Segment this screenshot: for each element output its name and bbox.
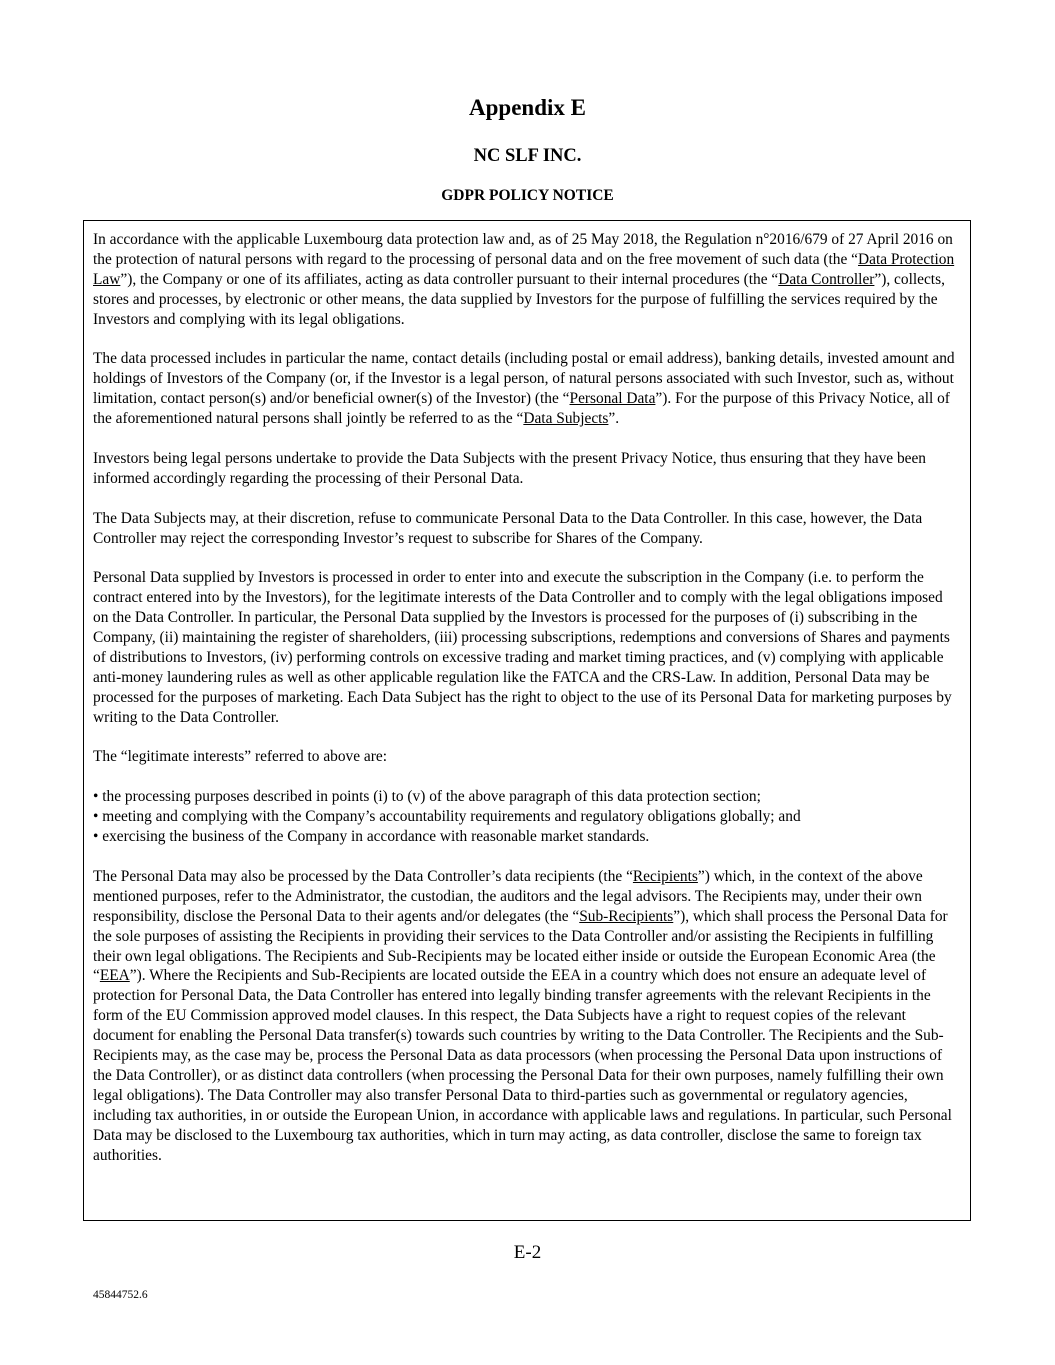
defined-term-recipients: Recipients [632,867,698,885]
list-item: • the processing purposes described in points (i) to (v) of the above paragraph of this data protection section; [93,788,761,806]
page-number: E-2 [513,1242,542,1263]
paragraph-legal-persons: Investors being legal persons undertake to provide the Data Subjects with the present Privacy Notice, thus ensuring that they have been informed accordingly regarding the processing of their Personal Data. [93,449,927,487]
defined-term-data-subjects: Data Subjects [523,410,609,428]
notice-title: GDPR POLICY NOTICE [441,187,614,204]
paragraph-refusal: The Data Subjects may, at their discretion, refuse to communicate Personal Data to the Data Controller. In this case, however, the Data Controller may reject the corresponding Investor’s request to subscribe for Shares of the Company. [93,509,923,547]
list-item: • exercising the business of the Company in accordance with reasonable market standards. [93,828,650,846]
paragraph-personal-data: The data processed includes in particular the name, contact details (including postal or email address), banking details, invested amount and holdings of Investors of the Company (or, if the Investor is a legal person, of natural persons associated with such Investor, such as, without limitation, contact person(s) and/or beneficial owner(s) of the Investor) (the “Personal Data”). For the purpose of this Privacy Notice, all of the aforementioned natural persons shall jointly be referred to as the “Data Subjects”. [93,350,955,428]
paragraph-legitimate-interests: The “legitimate interests” referred to above are: [93,748,387,766]
paragraph-data-protection-law: In accordance with the applicable Luxembourg data protection law and, as of 25 May 2018, the Regulation n°2016/679 of 27 April 2016 on the protection of natural persons with regard to the processing of personal data and on the free movement of such data (the “Data Protection Law”), the Company or one of its affiliates, acting as data controller pursuant to their internal procedures (the “Data Controller”), collects, stores and processes, by electronic or other means, the data supplied by Investors for the purpose of fulfilling the services required by the Investors and complying with its legal obligations. [93,231,955,328]
defined-term-sub-recipients: Sub-Recipients [579,907,674,925]
document-id: 45844752.6 [93,1289,148,1301]
defined-term-eea: EEA [99,967,130,985]
defined-term-data-controller: Data Controller [778,270,875,288]
page-title: Appendix E [469,95,586,120]
paragraph-processing-purposes: Personal Data supplied by Investors is processed in order to enter into and execute the subscription in the Company (i.e. to perform the contract entered into by the Investors), for the legitimate interests of the Data Controller and to comply with the legal obligations imposed on the Data Controller. In particular, the Personal Data supplied by the Investors is processed for the purposes of (i) subscribing in the Company, (ii) maintaining the register of shareholders, (iii) processing subscriptions, redemptions and conversions of Shares and payments of distributions to Investors, (iv) performing controls on excessive trading and market timing practices, and (v) complying with applicable anti-money laundering rules as well as other applicable regulation like the FATCA and the CRS-Law. In addition, Personal Data may be processed for the purposes of marketing. Each Data Subject has the right to object to the use of its Personal Data for marketing purposes by writing to the Data Controller. [93,569,952,726]
defined-term-personal-data: Personal Data [569,390,656,408]
gdpr-notice-box [83,220,971,1221]
paragraph-recipients: The Personal Data may also be processed by the Data Controller’s data recipients (the “Recipients”) which, in the context of the above mentioned purposes, refer to the Administrator, the custodian, the auditors and the legal advisors. The Recipients may, under their own responsibility, disclose the Personal Data to their agents and/or delegates (the “Sub-Recipients”), which shall process the Personal Data for the sole purposes of assisting the Recipients in providing their services to the Data Controller and/or assisting the Recipients in fulfilling their own legal obligations. The Recipients and Sub-Recipients may be located either inside or outside the European Economic Area (the “EEA”). Where the Recipients and Sub-Recipients are located outside the EEA in a country which does not ensure an adequate level of protection for Personal Data, the Data Controller has entered into legally binding transfer agreements with the relevant Recipients in the form of the EU Commission approved model clauses. In this respect, the Data Subjects have a right to request copies of the relevant document for enabling the Personal Data transfer(s) towards such countries by writing to the Data Controller. The Recipients and the Sub-Recipients may, as the case may be, process the Personal Data as data processors (when processing the Personal Data upon instructions of the Data Controller), or as distinct data controllers (when processing the Personal Data for their own purposes, namely fulfilling their own legal obligations). The Data Controller may also transfer Personal Data to third-parties such as governmental or regulatory agencies, including tax authorities, in or outside the European Union, in accordance with applicable laws and regulations. In particular, such Personal Data may be disclosed to the Luxembourg tax authorities, which in turn may acting, as data controller, disclose the same to foreign tax authorities. [93,867,952,1164]
list-item: • meeting and complying with the Company’s accountability requirements and regulatory obligations globally; and [93,808,801,826]
company-name: NC SLF INC. [473,146,582,166]
legitimate-interests-list [93,787,961,847]
defined-term-data-protection-law: Data Protection Law [93,250,955,288]
